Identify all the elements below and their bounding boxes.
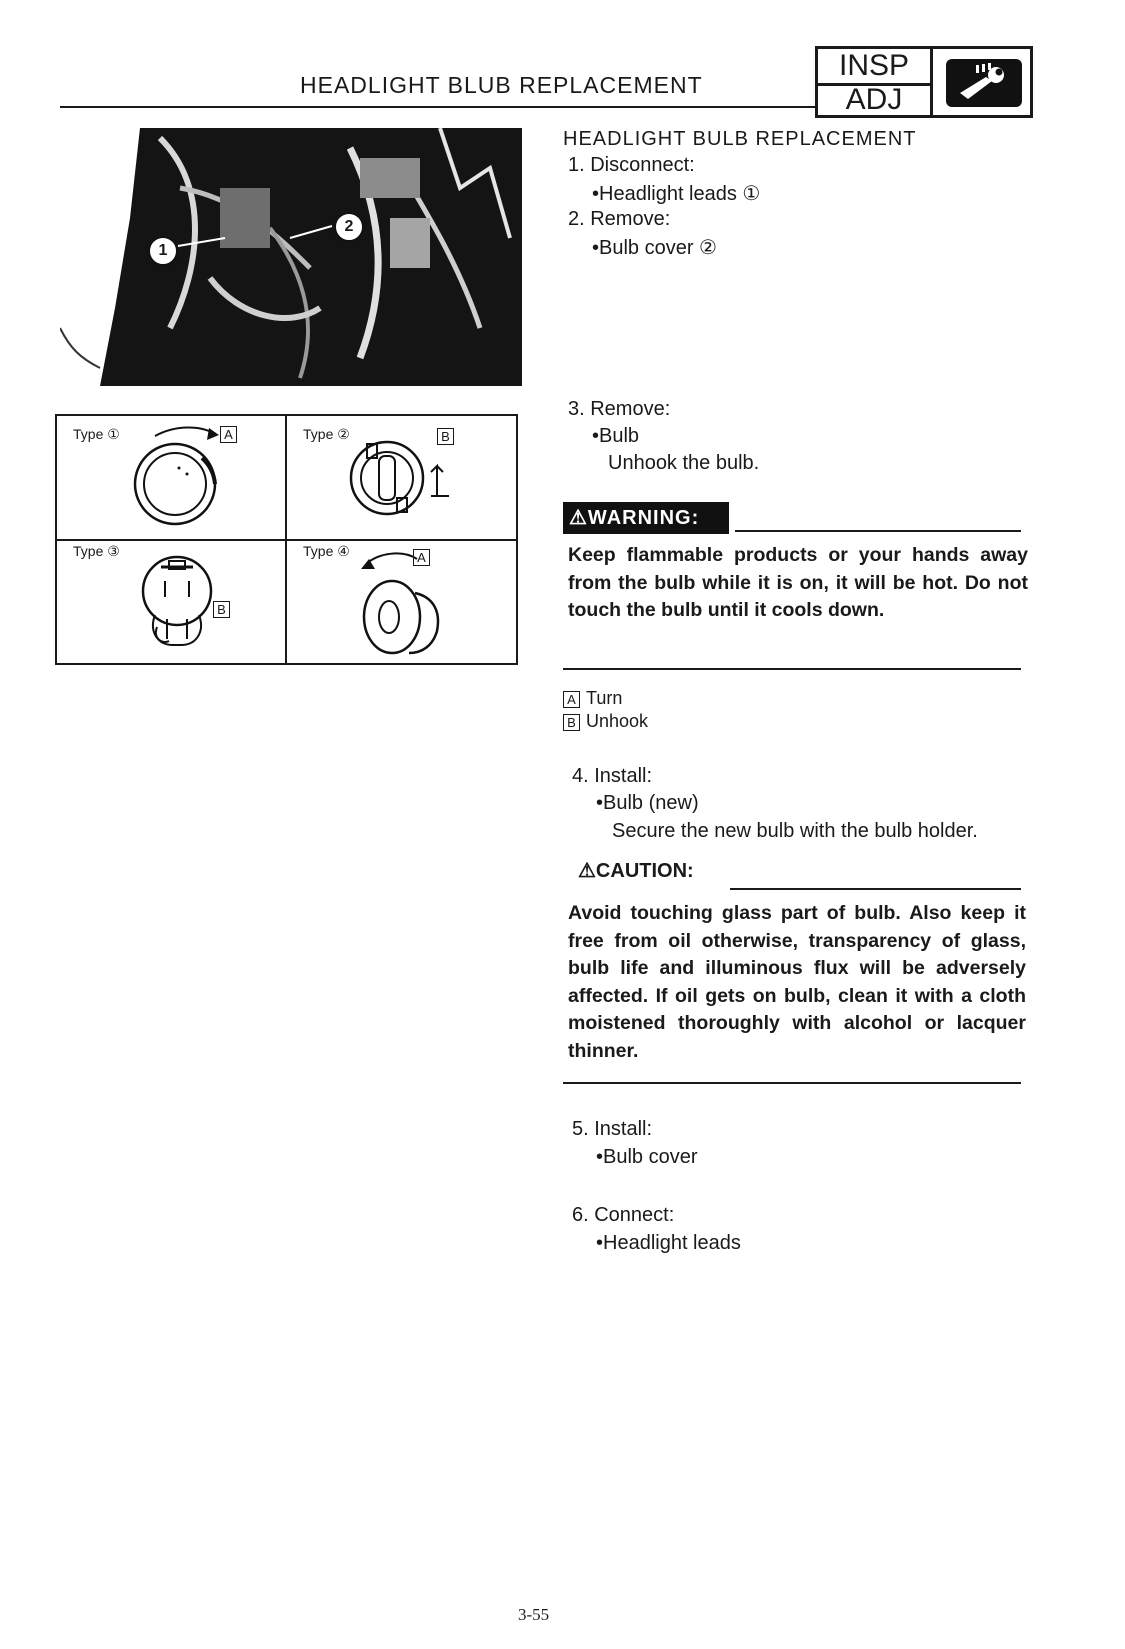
bulb-types-diagram bbox=[55, 414, 518, 665]
caution-bottom-rule bbox=[563, 1082, 1021, 1084]
step-4-title: 4. Install: bbox=[572, 765, 653, 787]
type-1-turn-marker: A bbox=[220, 426, 243, 444]
type-4-label: Type ④ bbox=[303, 543, 350, 559]
type-4-socket-drawing bbox=[287, 541, 515, 664]
type-3-cell bbox=[57, 541, 285, 664]
step-2-title: 2. Remove: bbox=[568, 208, 671, 230]
step-2-item: •Bulb cover ② bbox=[592, 237, 717, 259]
callout-2-marker: 2 bbox=[334, 212, 364, 242]
page-title: HEADLIGHT BLUB REPLACEMENT bbox=[300, 72, 703, 98]
step-6-title: 6. Connect: bbox=[572, 1204, 675, 1226]
badge-adj-label: ADJ bbox=[818, 83, 933, 117]
type-1-socket-drawing bbox=[57, 416, 285, 539]
step-1-item: •Headlight leads ① bbox=[592, 183, 761, 205]
type-1-cell bbox=[57, 416, 285, 539]
warning-top-rule bbox=[735, 530, 1021, 532]
wrench-icon bbox=[946, 59, 1022, 107]
callout-1-marker: 1 bbox=[148, 236, 178, 266]
type-1-label: Type ① bbox=[73, 426, 120, 442]
step-5-title: 5. Install: bbox=[572, 1118, 653, 1140]
type-2-socket-drawing bbox=[287, 416, 515, 539]
type-2-label: Type ② bbox=[303, 426, 350, 442]
step-3-note: Unhook the bulb. bbox=[608, 452, 760, 474]
caution-tag: ⚠CAUTION: bbox=[578, 860, 694, 882]
step-1-title: 1. Disconnect: bbox=[568, 154, 695, 176]
step-5-item: •Bulb cover bbox=[596, 1146, 698, 1168]
section-heading: HEADLIGHT BULB REPLACEMENT bbox=[563, 128, 917, 150]
step-4-item: •Bulb (new) bbox=[596, 792, 699, 814]
section-badge bbox=[815, 46, 1033, 118]
warning-text: Keep flammable products or your hands away from the bulb while it is on, it will be hot. Do not touch the bulb until it cools down. bbox=[568, 544, 1028, 621]
type-2-unhook-marker: B bbox=[437, 428, 460, 446]
step-3-title: 3. Remove: bbox=[568, 398, 671, 420]
type-2-cell bbox=[287, 416, 515, 539]
type-3-socket-drawing bbox=[57, 541, 285, 664]
caution-top-rule bbox=[730, 888, 1021, 890]
badge-insp-label: INSP bbox=[818, 49, 933, 86]
step-6-item: •Headlight leads bbox=[596, 1232, 741, 1254]
warning-tag: ⚠WARNING: bbox=[563, 502, 729, 534]
step-3-item: •Bulb bbox=[592, 425, 640, 447]
step-4-note: Secure the new bulb with the bulb holder. bbox=[612, 820, 978, 842]
headlight-photo bbox=[60, 128, 522, 386]
title-divider bbox=[60, 106, 816, 108]
warning-bottom-rule bbox=[563, 668, 1021, 670]
legend-turn: A Turn bbox=[563, 688, 622, 709]
type-4-cell bbox=[287, 541, 515, 664]
caution-text: Avoid touching glass part of bulb. Also keep it free from oil otherwise, transparency of glass, bulb life and illuminous flux will be adversely affected. If oil gets on bulb, clean it with a cloth moistened thoroughly with alcohol or lacquer thinner. bbox=[568, 902, 1026, 1062]
type-3-unhook-marker: B bbox=[213, 601, 236, 619]
legend-unhook: B Unhook bbox=[563, 711, 648, 732]
page-number: 3-55 bbox=[518, 1605, 550, 1624]
type-3-label: Type ③ bbox=[73, 543, 120, 559]
type-4-turn-marker: A bbox=[413, 549, 436, 567]
